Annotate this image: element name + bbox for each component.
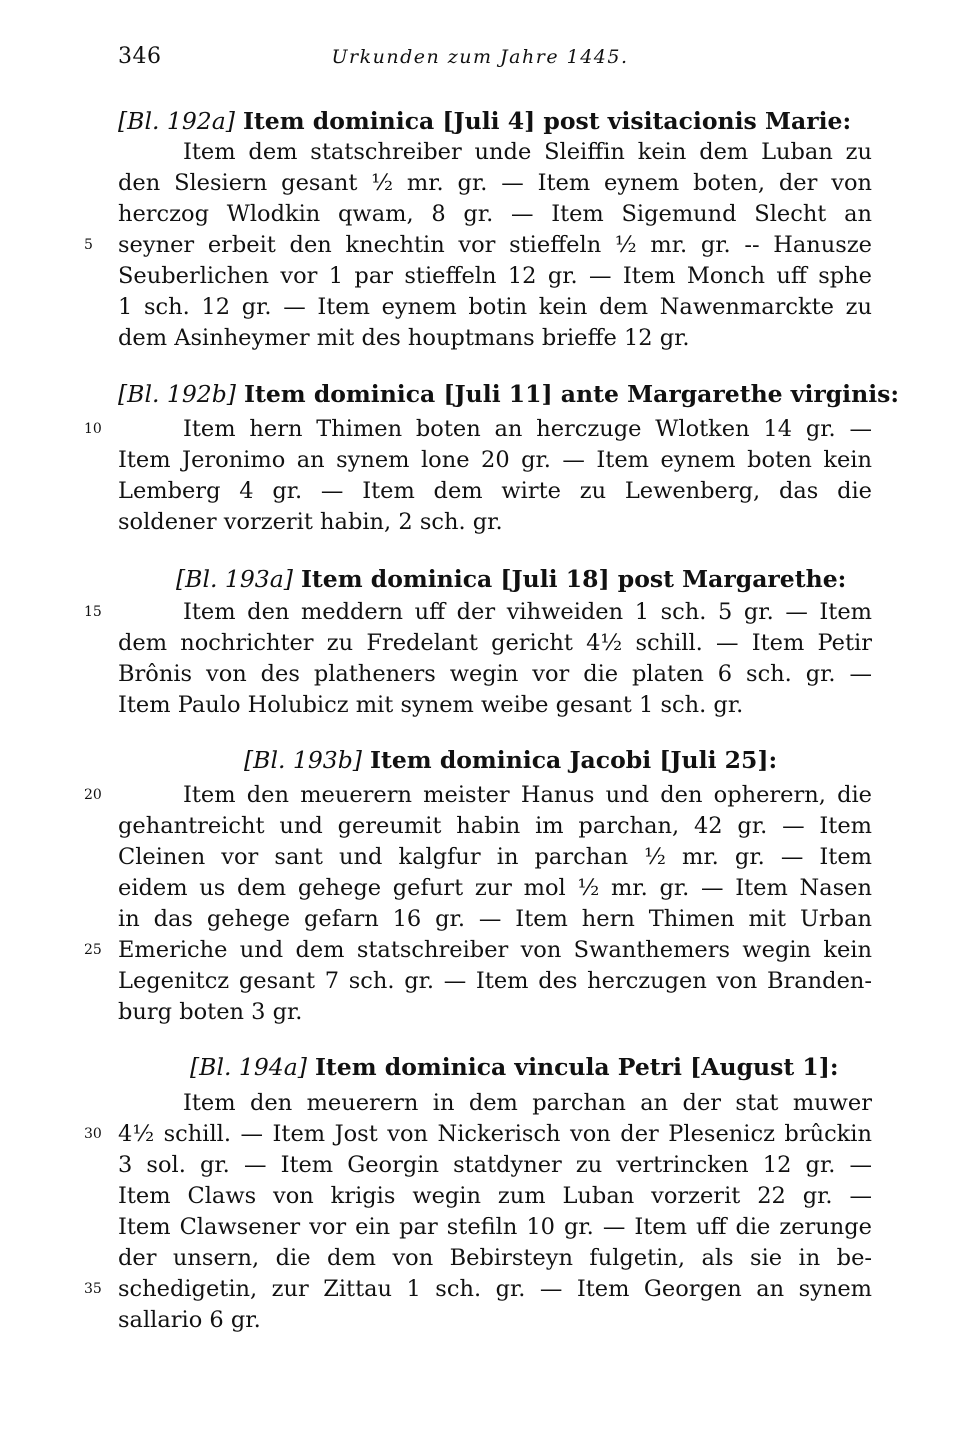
text-line: Lemberg 4 gr. — Item dem wirte zu Lewenberg, das die — [118, 478, 872, 504]
text-line: Item Clawsener vor ein par stefiln 10 gr. — Item uff die zerunge — [118, 1214, 872, 1240]
folio-reference: [Bl. 192b] — [118, 380, 236, 408]
text-line: seyner erbeit den knechtin vor stieffeln ½ mr. gr. -- Hanusze — [118, 232, 872, 258]
text-line: burg boten 3 gr. — [118, 999, 303, 1025]
section-heading — [190, 1050, 839, 1084]
text-line: Item den meuerern meister Hanus und den opherern, die — [183, 782, 872, 808]
running-title: Urkunden zum Jahre 1445. — [331, 46, 629, 68]
text-line: Item dem statschreiber unde Sleiffin kein dem Luban zu — [183, 139, 872, 165]
line-number: 30 — [84, 1126, 102, 1142]
text-line: Legenitcz gesant 7 sch. gr. — Item des herczugen von Branden- — [118, 968, 872, 994]
line-number: 20 — [84, 787, 102, 803]
line-number: 15 — [84, 604, 102, 620]
section-heading — [244, 743, 777, 777]
text-line: 3 sol. gr. — Item Georgin statdyner zu vertrincken 12 gr. — — [118, 1152, 872, 1178]
heading-text: Item dominica vincula Petri [August 1]: — [314, 1053, 839, 1081]
text-line: in das gehege gefarn 16 gr. — Item hern Thimen mit Urban — [118, 906, 872, 932]
section-heading — [176, 562, 846, 596]
text-line: Item hern Thimen boten an herczuge Wlotken 14 gr. — — [183, 416, 872, 442]
heading-text: Item dominica Jacobi [Juli 25]: — [369, 746, 778, 774]
page-header — [0, 44, 960, 78]
text-line: sallario 6 gr. — [118, 1307, 261, 1333]
line-number: 10 — [84, 421, 102, 437]
folio-reference: [Bl. 193b] — [244, 746, 362, 774]
text-line: 4½ schill. — Item Jost von Nickerisch von der Plesenicz brûckin — [118, 1121, 872, 1147]
section-heading — [118, 377, 899, 411]
text-line: Cleinen vor sant und kalgfur in parchan ½ mr. gr. — Item — [118, 844, 872, 870]
text-line: der unsern, die dem von Bebirsteyn fulgetin, als sie in be- — [118, 1245, 872, 1271]
text-line: herczog Wlodkin qwam, 8 gr. — Item Sigemund Slecht an — [118, 201, 872, 227]
text-line: dem nochrichter zu Fredelant gericht 4½ schill. — Item Petir — [118, 630, 872, 656]
heading-text: Item dominica [Juli 18] post Margarethe: — [300, 565, 847, 593]
text-line: Emeriche und dem statschreiber von Swanthemers wegin kein — [118, 937, 872, 963]
page-number: 346 — [118, 44, 162, 69]
text-line: dem Asinheymer mit des houptmans brieffe 12 gr. — [118, 325, 690, 351]
section-heading — [118, 104, 851, 138]
text-line: eidem us dem gehege gefurt zur mol ½ mr. gr. — Item Nasen — [118, 875, 872, 901]
folio-reference: [Bl. 193a] — [176, 565, 293, 593]
folio-reference: [Bl. 192a] — [118, 107, 235, 135]
text-line: Item Claws von krigis wegin zum Luban vorzerit 22 gr. — — [118, 1183, 872, 1209]
text-line: Item den meddern uff der vihweiden 1 sch. 5 gr. — Item — [183, 599, 872, 625]
text-line: Item Paulo Holubicz mit synem weibe gesant 1 sch. gr. — [118, 692, 744, 718]
text-line: 1 sch. 12 gr. — Item eynem botin kein dem Nawenmarckte zu — [118, 294, 872, 320]
text-line: gehantreicht und gereumit habin im parchan, 42 gr. — Item — [118, 813, 872, 839]
line-number: 5 — [84, 237, 93, 253]
text-line: Item den meuerern in dem parchan an der stat muwer — [183, 1090, 872, 1116]
heading-text: Item dominica [Juli 11] ante Margarethe virginis: — [243, 380, 900, 408]
folio-reference: [Bl. 194a] — [190, 1053, 307, 1081]
text-line: Item Jeronimo an synem lone 20 gr. — Item eynem boten kein — [118, 447, 872, 473]
text-line: Brônis von des platheners wegin vor die platen 6 sch. gr. — — [118, 661, 872, 687]
line-number: 35 — [84, 1281, 102, 1297]
text-line: den Slesiern gesant ½ mr. gr. — Item eynem boten, der von — [118, 170, 872, 196]
heading-text: Item dominica [Juli 4] post visitacionis Marie: — [242, 107, 852, 135]
text-line: soldener vorzerit habin, 2 sch. gr. — [118, 509, 503, 535]
line-number: 25 — [84, 942, 102, 958]
text-line: schedigetin, zur Zittau 1 sch. gr. — Item Georgen an synem — [118, 1276, 872, 1302]
text-line: Seuberlichen vor 1 par stieffeln 12 gr. — Item Monch uff sphe — [118, 263, 872, 289]
